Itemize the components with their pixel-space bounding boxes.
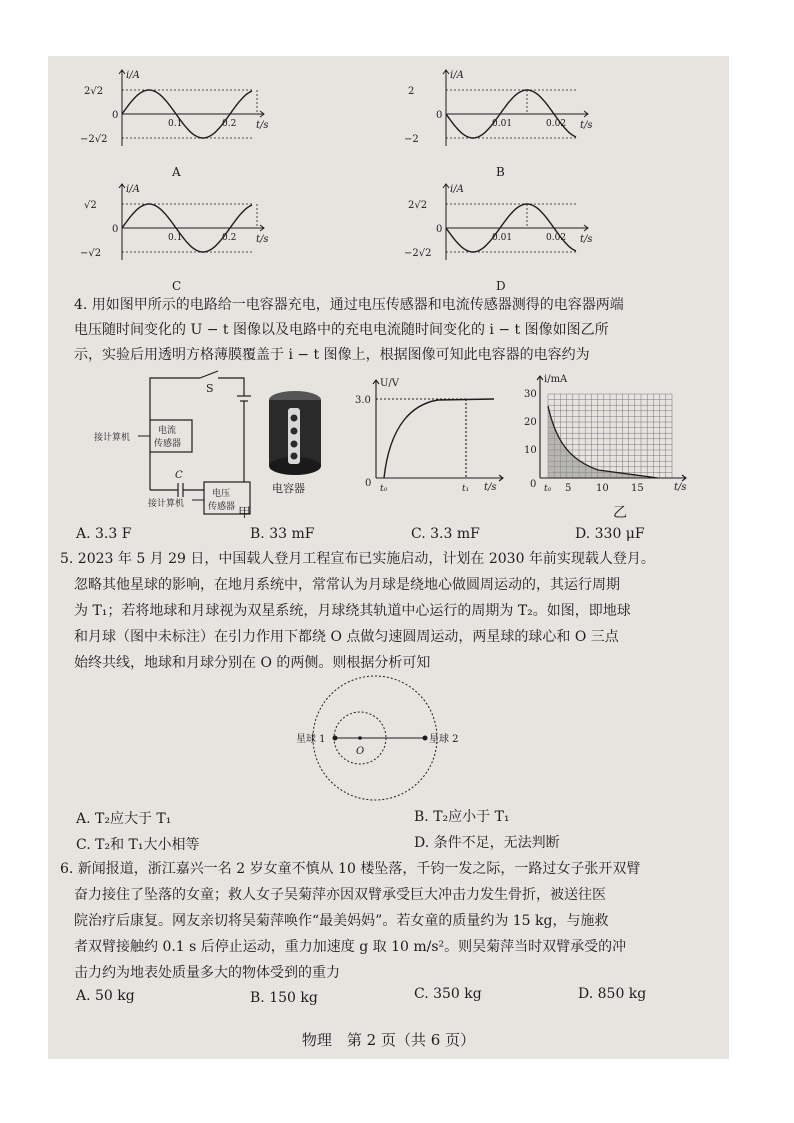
capacitor-label: C <box>175 470 183 481</box>
star-2-dot <box>423 736 428 741</box>
figure-caption-jia: 甲 <box>238 506 252 521</box>
q6-option-d: D. 850 kg <box>578 986 647 1002</box>
q6-option-b: B. 150 kg <box>250 990 318 1006</box>
center-o-dot <box>358 736 362 740</box>
graph-letter: A <box>172 165 181 179</box>
graph-ymin: −√2 <box>80 248 102 259</box>
q5-option-d: D. 条件不足，无法判断 <box>414 835 560 851</box>
star-1-dot <box>333 736 338 741</box>
graph-a <box>78 68 278 180</box>
graph-tick-2: 0.02 <box>546 119 567 129</box>
q6-line-3: 院治疗后康复。网友亲切将吴菊萍唤作“最美妈妈”。若女童的质量约为 15 kg，与施救 <box>74 913 609 929</box>
graph-xlabel: t/s <box>580 234 593 245</box>
graph-tick-2: 0.2 <box>222 233 237 243</box>
q5-line-1: 5. 2023 年 5 月 29 日，中国载人登月工程宣布已实施启动，计划在 2030 年前实现载人登月。 <box>60 551 655 567</box>
graph-tick-1: 0.01 <box>492 119 513 129</box>
binary-star-diagram <box>288 676 488 806</box>
graph-ymax: 2√2 <box>408 200 428 211</box>
graph-ymax: 2√2 <box>84 86 104 97</box>
q4-line-2: 电压随时间变化的 U − t 图像以及电路中的充电电流随时间变化的 i − t 图像如图乙所 <box>74 322 609 338</box>
switch-label: S <box>206 382 214 395</box>
q4-line-1: 4. 用如图甲所示的电路给一电容器充电，通过电压传感器和电流传感器测得的电容器两端 <box>74 297 624 313</box>
graph-b <box>402 68 602 180</box>
it-xtick-5: 5 <box>565 483 572 494</box>
ut-ymax: 3.0 <box>355 395 371 406</box>
current-sensor-label-1: 电流 <box>158 426 177 436</box>
ut-graph <box>355 374 508 494</box>
graph-ymax: 2 <box>408 86 415 97</box>
q5-option-b: B. T₂应小于 T₁ <box>414 809 510 825</box>
computer-label-2: 接计算机 <box>148 499 185 509</box>
q4-option-b: B. 33 mF <box>250 526 315 542</box>
it-zero: 0 <box>530 479 537 490</box>
q4-line-3: 示，实验后用透明方格薄膜覆盖于 i − t 图像上，根据图像可知此电容器的电容约为 <box>74 347 590 363</box>
q6-option-a: A. 50 kg <box>76 988 135 1004</box>
graph-ymax: √2 <box>84 200 97 211</box>
page-footer: 物理 第 2 页（共 6 页） <box>301 1031 476 1049</box>
graph-xlabel: t/s <box>580 120 593 131</box>
graph-c <box>78 182 278 294</box>
graph-ylabel: i/A <box>450 184 464 195</box>
it-ylabel: i/mA <box>544 374 568 385</box>
graph-tick-1: 0.01 <box>492 233 513 243</box>
graph-tick-1: 0.1 <box>168 119 183 129</box>
graph-ymin: −2√2 <box>404 248 432 259</box>
it-ytick-10: 10 <box>524 445 537 456</box>
exam-page <box>48 56 729 1059</box>
q5-option-a: A. T₂应大于 T₁ <box>76 811 172 827</box>
ut-zero: 0 <box>365 478 372 489</box>
q5-line-2: 忽略其他星球的影响，在地月系统中，常常认为月球是绕地心做圆周运动的，其运行周期 <box>74 577 620 593</box>
q6-line-1: 6. 新闻报道，浙江嘉兴一名 2 岁女童不慎从 10 楼坠落，千钧一发之际，一路过女子张开双臂 <box>60 861 641 877</box>
graph-ylabel: i/A <box>450 70 464 81</box>
it-xtick-t0: t₀ <box>544 484 552 494</box>
graph-zero: 0 <box>436 110 443 121</box>
graph-d <box>402 182 602 294</box>
q4-option-c: C. 3.3 mF <box>411 526 480 542</box>
star-2-label: 星球 2 <box>429 734 459 745</box>
graph-ymin: −2√2 <box>80 134 108 145</box>
q6-line-4: 者双臂接触约 0.1 s 后停止运动，重力加速度 g 取 10 m/s²。则吴菊萍当时双臂承受的冲 <box>74 939 627 955</box>
graph-letter: C <box>172 279 182 293</box>
voltage-sensor-label-1: 电压 <box>212 489 231 499</box>
graph-tick-2: 0.2 <box>222 119 237 129</box>
current-sensor-label-2: 传感器 <box>154 439 182 449</box>
computer-label-1: 接计算机 <box>94 433 131 443</box>
q5-line-4: 和月球（图中未标注）在引力作用下都绕 O 点做匀速圆周运动，两星球的球心和 O 三点 <box>74 629 619 645</box>
voltage-sensor-label-2: 传感器 <box>208 502 236 512</box>
it-xlabel: t/s <box>674 482 687 493</box>
it-xtick-15: 15 <box>631 483 644 494</box>
ut-t1: t₁ <box>462 484 470 494</box>
graph-xlabel: t/s <box>256 234 269 245</box>
q6-line-5: 击力约为地表处质量多大的物体受到的重力 <box>74 965 340 981</box>
capacitor-photo-label: 电容器 <box>272 482 305 495</box>
graph-xlabel: t/s <box>256 120 269 131</box>
graph-zero: 0 <box>112 110 119 121</box>
q5-line-3: 为 T₁；若将地球和月球视为双星系统，月球绕其轨道中心运行的周期为 T₂。如图，即地球 <box>74 603 631 619</box>
q5-line-5: 始终共线，地球和月球分别在 O 的两侧。则根据分析可知 <box>74 655 431 671</box>
ut-xlabel: t/s <box>484 482 497 493</box>
q4-option-d: D. 330 μF <box>575 526 645 542</box>
graph-ylabel: i/A <box>126 184 140 195</box>
figure-caption-yi: 乙 <box>613 505 627 521</box>
it-ytick-20: 20 <box>524 417 537 428</box>
graph-ylabel: i/A <box>126 70 140 81</box>
graph-letter: B <box>496 165 505 179</box>
graph-ymin: −2 <box>404 134 419 145</box>
it-graph <box>518 372 698 497</box>
q4-option-a: A. 3.3 F <box>76 526 132 542</box>
graph-letter: D <box>496 279 506 293</box>
q6-line-2: 奋力接住了坠落的女童；救人女子吴菊萍亦因双臂承受巨大冲击力发生骨折，被送往医 <box>74 887 606 903</box>
it-xtick-10: 10 <box>596 483 609 494</box>
graph-tick-2: 0.02 <box>546 233 567 243</box>
capacitor-photo <box>262 388 332 496</box>
ut-ylabel: U/V <box>380 378 400 389</box>
q6-option-c: C. 350 kg <box>414 986 482 1002</box>
circuit-diagram <box>72 366 252 516</box>
q5-option-c: C. T₂和 T₁大小相等 <box>76 837 200 853</box>
graph-zero: 0 <box>436 224 443 235</box>
star-1-label: 星球 1 <box>296 734 326 745</box>
graph-tick-1: 0.1 <box>168 233 183 243</box>
graph-zero: 0 <box>112 224 119 235</box>
it-ytick-30: 30 <box>524 389 537 400</box>
center-o-label: O <box>356 746 365 757</box>
ut-t0: t₀ <box>380 484 388 494</box>
